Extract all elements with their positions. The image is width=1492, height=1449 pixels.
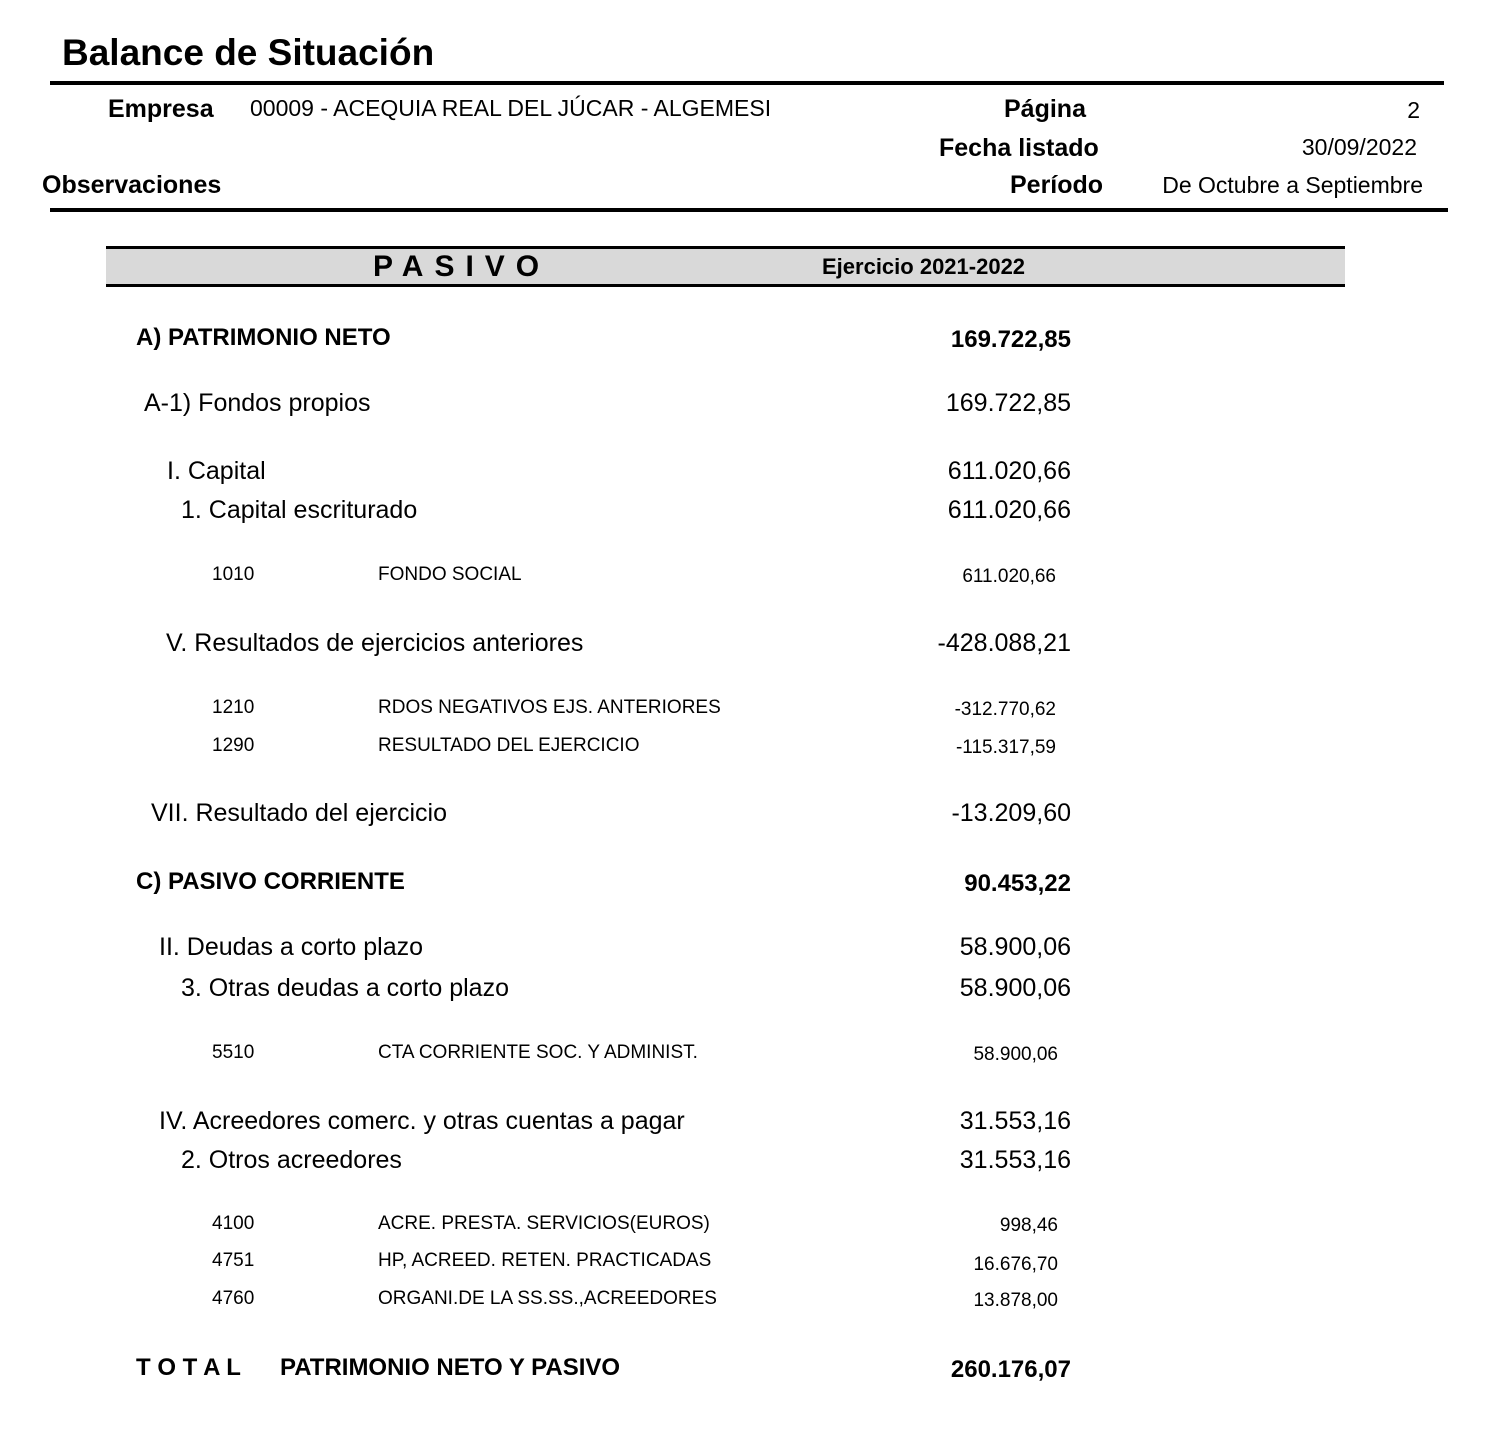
row-label: V. Resultados de ejercicios anteriores <box>166 629 584 657</box>
row-value: 169.722,85 <box>945 389 1071 417</box>
empresa-value: 00009 - ACEQUIA REAL DEL JÚCAR - ALGEMESI <box>250 95 772 121</box>
account-name: RESULTADO DEL EJERCICIO <box>378 735 640 756</box>
account-name: RDOS NEGATIVOS EJS. ANTERIORES <box>378 697 721 718</box>
section-title: PASIVO <box>373 250 551 283</box>
account-name: ACRE. PRESTA. SERVICIOS(EUROS) <box>378 1213 710 1234</box>
account-code: 5510 <box>212 1042 255 1063</box>
total-prefix: T O T A L <box>136 1354 241 1381</box>
row-value: 169.722,85 <box>950 326 1071 353</box>
fecha-value: 30/09/2022 <box>1301 134 1417 160</box>
account-code: 1210 <box>212 697 255 718</box>
row-label: 3. Otras deudas a corto plazo <box>181 974 509 1002</box>
row-value: 58.900,06 <box>959 933 1071 961</box>
account-code: 4760 <box>212 1288 255 1309</box>
row-label: IV. Acreedores comerc. y otras cuentas a pagar <box>159 1107 685 1135</box>
row-value: 31.553,16 <box>959 1107 1071 1135</box>
total-label: PATRIMONIO NETO Y PASIVO <box>280 1354 621 1381</box>
row-label: VII. Resultado del ejercicio <box>151 799 447 827</box>
account-code: 4751 <box>212 1250 255 1271</box>
row-value: 58.900,06 <box>959 974 1071 1002</box>
account-code: 4100 <box>212 1213 255 1234</box>
empresa-label: Empresa <box>108 95 214 123</box>
row-label: 2. Otros acreedores <box>181 1146 402 1174</box>
account-value: -115.317,59 <box>955 737 1056 758</box>
account-value: 58.900,06 <box>973 1044 1058 1065</box>
row-value: 31.553,16 <box>959 1146 1071 1174</box>
account-value: 998,46 <box>999 1215 1058 1236</box>
pagina-label: Página <box>1004 95 1086 123</box>
account-code: 1010 <box>212 564 255 585</box>
account-value: 611.020,66 <box>962 566 1056 587</box>
account-value: 13.878,00 <box>973 1290 1058 1311</box>
pagina-value: 2 <box>1407 97 1420 123</box>
total-value: 260.176,07 <box>950 1356 1071 1383</box>
account-name: FONDO SOCIAL <box>378 564 522 585</box>
header-top-rule <box>50 81 1444 85</box>
row-value: -13.209,60 <box>951 799 1071 827</box>
account-value: 16.676,70 <box>973 1254 1058 1275</box>
account-code: 1290 <box>212 735 255 756</box>
header-bottom-rule <box>50 208 1448 212</box>
periodo-value: De Octubre a Septiembre <box>1162 172 1423 198</box>
column-header: Ejercicio 2021-2022 <box>822 254 1026 279</box>
row-value: -428.088,21 <box>937 629 1071 657</box>
account-name: ORGANI.DE LA SS.SS.,ACREEDORES <box>378 1288 717 1309</box>
fecha-label: Fecha listado <box>939 134 1099 162</box>
account-value: -312.770,62 <box>954 699 1056 720</box>
account-name: HP, ACREED. RETEN. PRACTICADAS <box>378 1250 712 1271</box>
row-label: A) PATRIMONIO NETO <box>136 324 391 351</box>
periodo-label: Período <box>1010 171 1104 199</box>
row-label: II. Deudas a corto plazo <box>159 933 424 961</box>
row-label: I. Capital <box>167 457 266 485</box>
row-label: C) PASIVO CORRIENTE <box>136 868 405 895</box>
row-label: 1. Capital escriturado <box>181 496 418 524</box>
page-title: Balance de Situación <box>62 32 435 73</box>
row-value: 90.453,22 <box>964 870 1071 897</box>
row-value: 611.020,66 <box>947 496 1071 524</box>
row-label: A-1) Fondos propios <box>144 389 371 417</box>
section-header-band <box>106 246 1345 287</box>
observaciones-label: Observaciones <box>42 171 222 199</box>
account-name: CTA CORRIENTE SOC. Y ADMINIST. <box>378 1042 698 1063</box>
row-value: 611.020,66 <box>947 457 1071 485</box>
